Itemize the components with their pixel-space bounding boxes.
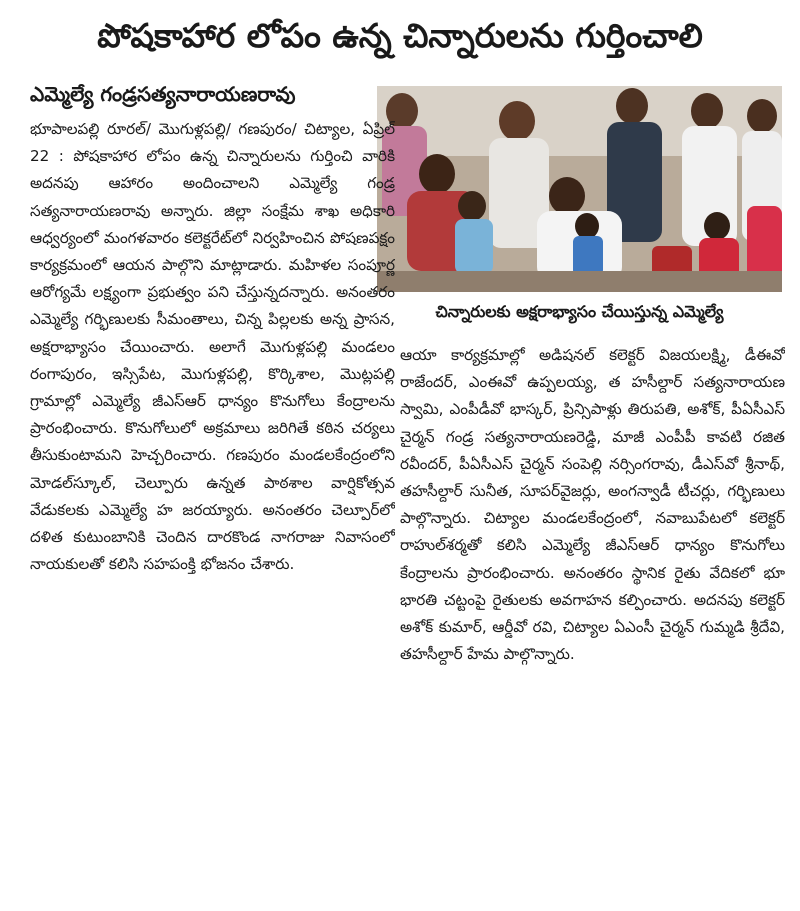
article-subheading: ఎమ్మెల్యే గండ్రసత్యనారాయణరావు	[30, 82, 296, 106]
news-photo	[377, 86, 782, 292]
article-body-right	[400, 342, 785, 902]
news-photo-illustration	[377, 86, 782, 292]
body-text-right: ఆయా కార్యక్రమాల్లో అడిషనల్ కలెక్టర్ విజయలక్ష్మి, డీఈవో రాజేందర్, ఎంఈవో ఉప్పలయ్య, త హసీల్దార్ సత్యనారాయణ స్వామి, ఎంపీడీవో భాస్కర్, ప్రిన్సిపాళ్లు తిరుపతి, అశోక్, పీఏసీఎస్ చైర్మన్ గండ్ర సత్యనారాయణరెడ్డి, మాజీ ఎంపీపీ కావటి రజిత రవీందర్, పీఏసీఎస్ చైర్మన్ సంపెల్లి నర్సింగరావు, డీఎస్‌వో శ్రీనాథ్, తహసీల్దార్ సునీత, సూపర్‌వైజర్లు, అంగన్వాడీ టీచర్లు, గర్భిణులు పాల్గొన్నారు. చిట్యాల మండలకేంద్రంలో, నవాబుపేటలో కలెక్టర్ రాహుల్‌శర్మతో కలిసి ఎమ్మెల్యే జీఎస్ఆర్ ధాన్యం కొనుగోలు కేంద్రాలను ప్రారంభించారు. అనంతరం స్థానిక రైతు వేదికలో భూ భారతి చట్టంపై రైతులకు అవగాహన కల్పించారు. అదనపు కలెక్టర్ అశోక్ కుమార్, ఆర్డీవో రవి, చిట్యాల ఏఎంసీ చైర్మన్ గుమ్మడి శ్రీదేవి, తహసీల్దార్ హేమ పాల్గొన్నారు.	[400, 346, 785, 664]
article-headline: పోషకాహార లోపం ఉన్న చిన్నారులను గుర్తించాలి	[97, 16, 703, 55]
photo-caption: చిన్నారులకు అక్షరాభ్యాసం చేయిస్తున్న ఎమ్మెల్యే	[435, 302, 724, 321]
body-text-left: భూపాలపల్లి రూరల్/ మొగుళ్లపల్లి/ గణపురం/ చిట్యాల, ఏప్రిల్ 22 : పోషకాహార లోపం ఉన్న చిన్నారులను గుర్తించి వారికి అదనపు ఆహారం అందించాలని ఎమ్మెల్యే గండ్ర సత్యనారాయణరావు అన్నారు. జిల్లా సంక్షేమ శాఖ అధికారి ఆధ్వర్యంలో మంగళవారం కలెక్టరేట్‌లో నిర్వహించిన పోషణపక్షం కార్యక్రమంలో ఆయన పాల్గొని మాట్లాడారు. మహిళల సంపూర్ణ ఆరోగ్యమే లక్ష్యంగా ప్రభుత్వం పని చేస్తున్నదన్నారు. అనంతరం ఎమ్మెల్యే గర్భిణులకు సీమంతాలు, చిన్న పిల్లలకు అన్న ప్రాసన, అక్షరాభ్యాసం చేయించారు. అలాగే మొగుళ్లపల్లి మండలం రంగాపురం, ఇస్సిపేట, మొగుళ్లపల్లి, కొర్కిశాల, మొట్లపల్లి గ్రామాల్లో ఎమ్మెల్యే జీఎస్ఆర్ ధాన్యం కొనుగోలు కేంద్రాలను ప్రారంభించారు. కొనుగోలులో అక్రమాలు జరిగితే కఠిన చర్యలు తీసుకుంటామని హెచ్చరించారు. గణపురం మండలకేంద్రంలోని మోడల్‌స్కూల్, చెల్పూరు ఉన్నత పాఠశాల వార్షికోత్సవ వేడుకలకు ఎమ్మెల్యే హ జరయ్యారు. అనంతరం చెల్పూర్‌లో దళిత కుటుంబానికి చెందిన దారకొండ నాగరాజు నివాసంలో నాయకులతో కలిసి సహపంక్తి భోజనం చేశారు.	[30, 120, 395, 574]
article-body-left	[30, 116, 395, 901]
